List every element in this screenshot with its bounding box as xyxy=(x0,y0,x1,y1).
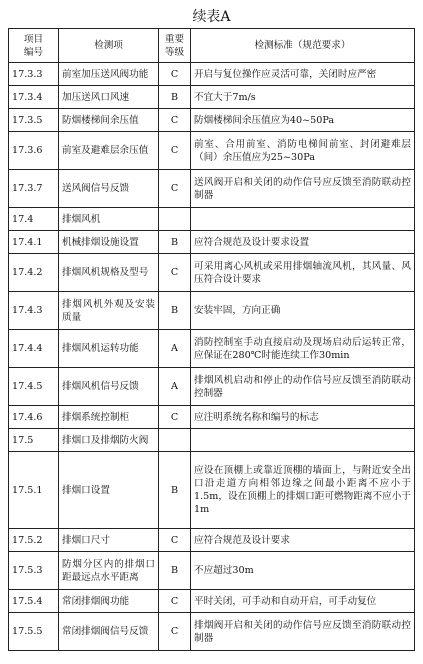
cell-inspection-item: 排烟口尺寸 xyxy=(59,529,159,552)
section-row xyxy=(9,208,415,231)
cell-standard: 安装牢固，方向正确 xyxy=(191,292,415,330)
table-row xyxy=(9,452,415,529)
cell-importance-level: C xyxy=(159,529,191,552)
table-header-row xyxy=(9,29,415,63)
cell-standard: 平时关闭，可手动和自动开启，可手动复位 xyxy=(191,590,415,613)
cell-inspection-item: 排烟风机规格及型号 xyxy=(59,254,159,292)
cell-inspection-item: 排烟风机运转功能 xyxy=(59,330,159,368)
table-row xyxy=(9,63,415,86)
cell-inspection-item: 排烟风机 xyxy=(59,208,159,231)
cell-item-number: 17.5.3 xyxy=(9,552,59,590)
cell-item-number: 17.4.2 xyxy=(9,254,59,292)
cell-standard: 应注明系统名称和编号的标志 xyxy=(191,406,415,429)
cell-item-number: 17.5.4 xyxy=(9,590,59,613)
cell-importance-level: B xyxy=(159,552,191,590)
table-row xyxy=(9,254,415,292)
cell-item-number: 17.3.3 xyxy=(9,63,59,86)
cell-importance-level: B xyxy=(159,292,191,330)
table-title: 续表A xyxy=(192,9,231,25)
table-row xyxy=(9,406,415,429)
cell-standard: 前室、合用前室、消防电梯间前室、封闭避难层（间）余压值应为25~30Pa xyxy=(191,132,415,170)
table-row xyxy=(9,529,415,552)
cell-standard: 应设在顶棚上或靠近顶棚的墙面上，与附近安全出口沿走道方向相邻边缘之间最小距离不应小于1.5m，设在顶棚上的排烟口距可燃物距离不应小于1m xyxy=(191,452,415,529)
cell-importance-level: C xyxy=(159,406,191,429)
table-row xyxy=(9,132,415,170)
cell-standard: 排烟阀开启和关闭的动作信号应反馈至消防联动控制器 xyxy=(191,613,415,651)
cell-standard: 不应超过30m xyxy=(191,552,415,590)
cell-inspection-item: 排烟口及排烟防火阀 xyxy=(59,429,159,452)
cell-importance-level: B xyxy=(159,231,191,254)
cell-importance-level: C xyxy=(159,590,191,613)
table-row xyxy=(9,292,415,330)
cell-importance-level: C xyxy=(159,63,191,86)
header-level-line2: 等级 xyxy=(164,46,185,58)
cell-importance-level xyxy=(159,429,191,452)
cell-standard: 不宜大于7m/s xyxy=(191,86,415,109)
cell-inspection-item: 排烟系统控制柜 xyxy=(59,406,159,429)
cell-item-number: 17.5.5 xyxy=(9,613,59,651)
cell-standard: 防烟楼梯间余压值应为40~50Pa xyxy=(191,109,415,132)
cell-item-number: 17.3.4 xyxy=(9,86,59,109)
header-inspection-item: 检测项 xyxy=(59,29,159,63)
cell-importance-level: C xyxy=(159,170,191,208)
cell-inspection-item: 加压送风口风速 xyxy=(59,86,159,109)
cell-inspection-item: 排烟风机外观及安装质量 xyxy=(59,292,159,330)
inspection-table xyxy=(8,28,415,651)
table-body xyxy=(9,63,415,651)
cell-importance-level: C xyxy=(159,613,191,651)
cell-item-number: 17.4 xyxy=(9,208,59,231)
cell-importance-level: C xyxy=(159,132,191,170)
cell-standard: 送风阀开启和关闭的动作信号应反馈至消防联动控制器 xyxy=(191,170,415,208)
cell-standard: 应符合规范及设计要求 xyxy=(191,529,415,552)
section-row xyxy=(9,429,415,452)
table-row xyxy=(9,231,415,254)
header-standard: 检测标准（规范要求） xyxy=(191,29,415,63)
cell-importance-level: B xyxy=(159,86,191,109)
header-level-line1: 重要 xyxy=(164,33,185,45)
cell-importance-level: C xyxy=(159,109,191,132)
cell-inspection-item: 排烟风机信号反馈 xyxy=(59,368,159,406)
table-row xyxy=(9,170,415,208)
cell-inspection-item: 常闭排烟阀信号反馈 xyxy=(59,613,159,651)
cell-importance-level: A xyxy=(159,368,191,406)
cell-item-number: 17.5.1 xyxy=(9,452,59,529)
cell-inspection-item: 前室加压送风阀功能 xyxy=(59,63,159,86)
table-row xyxy=(9,368,415,406)
cell-inspection-item: 排烟口设置 xyxy=(59,452,159,529)
cell-item-number: 17.3.7 xyxy=(9,170,59,208)
cell-item-number: 17.4.3 xyxy=(9,292,59,330)
cell-item-number: 17.3.6 xyxy=(9,132,59,170)
cell-item-number: 17.5.2 xyxy=(9,529,59,552)
cell-item-number: 17.4.5 xyxy=(9,368,59,406)
cell-importance-level: C xyxy=(159,254,191,292)
header-importance-level xyxy=(159,29,191,63)
cell-importance-level xyxy=(159,208,191,231)
cell-inspection-item: 防烟分区内的排烟口距最远点水平距离 xyxy=(59,552,159,590)
cell-item-number: 17.4.1 xyxy=(9,231,59,254)
cell-importance-level: A xyxy=(159,330,191,368)
cell-item-number: 17.5 xyxy=(9,429,59,452)
cell-inspection-item: 送风阀信号反馈 xyxy=(59,170,159,208)
cell-importance-level: B xyxy=(159,452,191,529)
table-row xyxy=(9,86,415,109)
table-row xyxy=(9,590,415,613)
table-row xyxy=(9,330,415,368)
cell-inspection-item: 前室及避难层余压值 xyxy=(59,132,159,170)
header-item-number xyxy=(9,29,59,63)
header-item-number-line1: 项目 xyxy=(23,33,44,45)
table-row xyxy=(9,109,415,132)
table-row xyxy=(9,613,415,651)
cell-inspection-item: 常闭排烟阀功能 xyxy=(59,590,159,613)
cell-item-number: 17.4.4 xyxy=(9,330,59,368)
cell-standard: 应符合规范及设计要求设置 xyxy=(191,231,415,254)
cell-standard: 排烟风机启动和停止的动作信号应反馈至消防联动控制器 xyxy=(191,368,415,406)
cell-standard: 消防控制室手动直接启动及现场启动后运转正常，应保证在280℃时能连续工作30min xyxy=(191,330,415,368)
cell-standard xyxy=(191,208,415,231)
table-row xyxy=(9,552,415,590)
cell-inspection-item: 机械排烟设施设置 xyxy=(59,231,159,254)
cell-item-number: 17.4.6 xyxy=(9,406,59,429)
cell-standard xyxy=(191,429,415,452)
cell-item-number: 17.3.5 xyxy=(9,109,59,132)
cell-standard: 可采用离心风机或采用排烟轴流风机，其风量、风压符合设计要求 xyxy=(191,254,415,292)
header-item-number-line2: 编号 xyxy=(23,46,44,58)
cell-inspection-item: 防烟楼梯间余压值 xyxy=(59,109,159,132)
cell-standard: 开启与复位操作应灵活可靠，关闭时应严密 xyxy=(191,63,415,86)
